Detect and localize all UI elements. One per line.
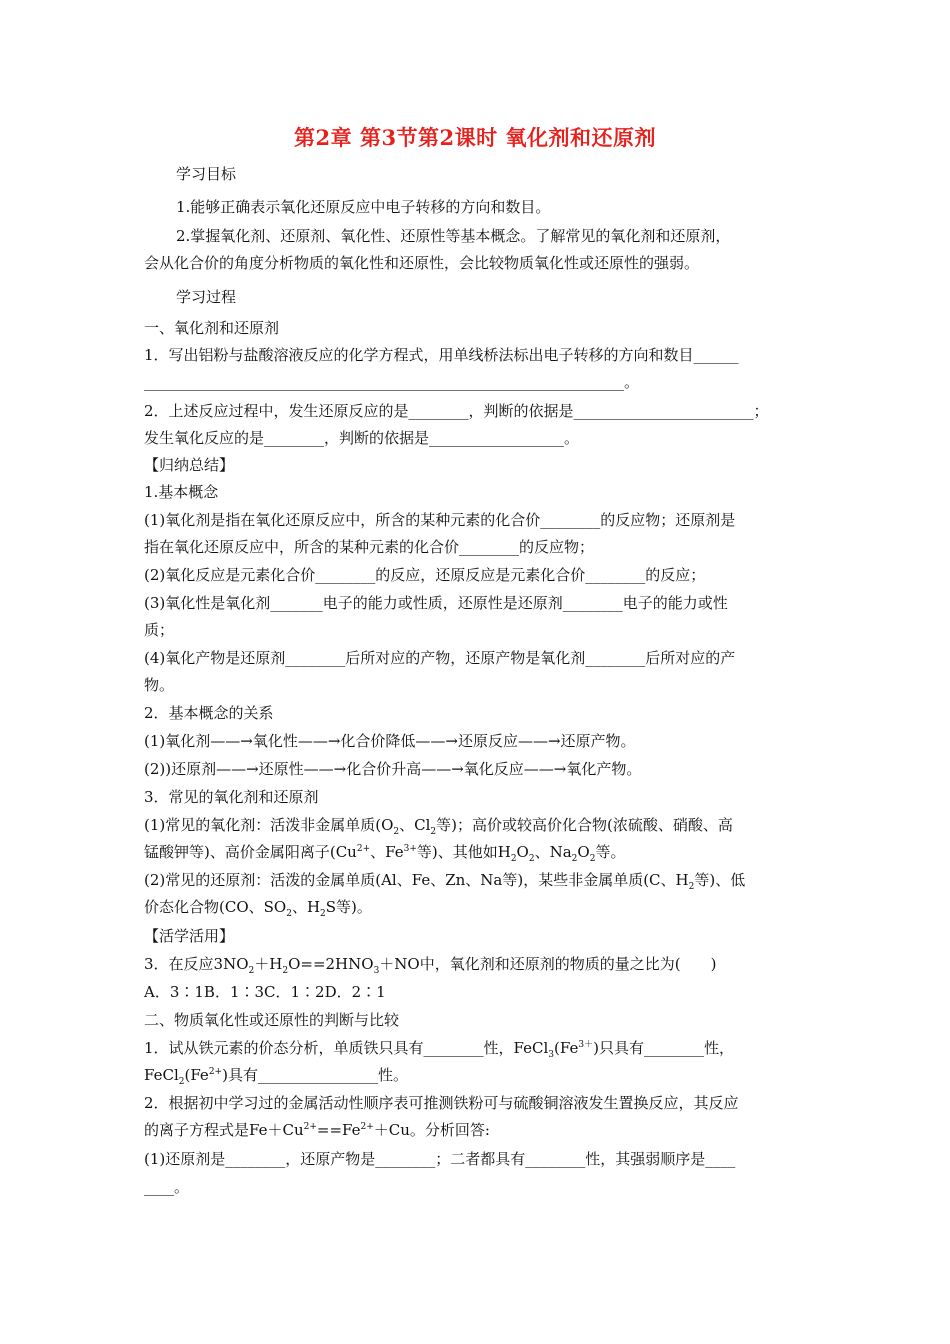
concept-4-line2: 物。 (144, 676, 175, 694)
s2-question1-line2: $FeCl_2(Fe^{2+})$具有________________性。 (144, 1066, 408, 1087)
s2-question2-sub1-line1: (1)还原剂是________，还原产物是________；二者都具有________性，其强弱顺序是____ (144, 1150, 736, 1168)
objective-2-line-1: 2.掌握氧化剂、还原剂、氧化性、还原性等基本概念。了解常见的氧化剂和还原剂， (176, 227, 731, 245)
s1-question1-line1: 1．写出铝粉与盐酸溶液反应的化学方程式，用单线桥法标出电子转移的方向和数目______ (144, 346, 739, 364)
objective-2-line-2: 会从化合价的角度分析物质的氧化性和还原性，会比较物质氧化性或还原性的强弱。 (144, 254, 700, 272)
page-title: 第2章 第3节第2课时 氧化剂和还原剂 (294, 125, 656, 150)
s2-question2-line2: 的离子方程式是$Fe+Cu^{2+}==Fe^{2+}+Cu$。分析回答: (144, 1121, 490, 1139)
practice-heading: 【活学活用】 (144, 927, 235, 945)
oxidizers-line1: (1)常见的氧化剂：活泼非金属单质($O_2$、$Cl_2$等)；高价或较高价化合物(浓硫酸、硝酸、高 (144, 816, 733, 837)
concept-1-line1: (1)氧化剂是指在氧化还原反应中，所含的某种元素的化合价________的反应物；还原剂是 (144, 511, 736, 529)
objectives-heading: 学习目标 (176, 165, 237, 183)
objective-1: 1.能够正确表示氧化还原反应中电子转移的方向和数目。 (176, 198, 551, 216)
concept-3-line2: 质； (144, 621, 175, 639)
s2-question2-sub1-line2: ____。 (144, 1178, 190, 1196)
s1-question1-line2: ________________________________________________________________。 (144, 373, 640, 391)
s2-question2-line1: 2．根据初中学习过的金属活动性顺序表可推测铁粉可与硫酸铜溶液发生置换反应，其反应 (144, 1094, 739, 1112)
concept-3-line1: (3)氧化性是氧化剂_______电子的能力或性质，还原性是还原剂________电子的能力或性 (144, 594, 728, 612)
reducers-line1: (2)常见的还原剂：活泼的金属单质(Al、Fe、Zn、Na等)，某些非金属单质(C、$H_2$等)、低 (144, 871, 746, 892)
s1-question2-line1: 2．上述反应过程中，发生还原反应的是________，判断的依据是________________________； (144, 402, 769, 420)
summary-heading: 【归纳总结】 (144, 456, 235, 474)
concept-1-line2: 指在氧化还原反应中，所含的某种元素的化合价________的反应物； (144, 538, 595, 556)
practice-question-3: 3．在反应$3NO_2+H_2O==2HNO_3+NO$中，氧化剂和还原剂的物质的量之比为( ) (144, 955, 717, 976)
process-heading: 学习过程 (176, 288, 237, 306)
concept-4-line1: (4)氧化产物是还原剂________后所对应的产物，还原产物是氧化剂________后所对应的产 (144, 649, 736, 667)
relation-2: (2))还原剂——→还原性——→化合价升高——→氧化反应——→氧化产物。 (144, 760, 642, 778)
basic-concepts-heading: 1.基本概念 (144, 483, 219, 501)
s2-question1-line1: 1．试从铁元素的价态分析，单质铁只具有________性，$FeCl_3(Fe^{3+})$只具有________性， (144, 1039, 734, 1060)
concept-2: (2)氧化反应是元素化合价________的反应，还原反应是元素化合价________的反应； (144, 566, 706, 584)
reducers-line2: 价态化合物(CO、$SO_2$、$H_2S$等)。 (144, 898, 372, 919)
common-agents-heading: 3．常见的氧化剂和还原剂 (144, 788, 319, 806)
s1-question2-line2: 发生氧化反应的是________，判断的依据是__________________。 (144, 429, 580, 447)
oxidizers-line2: 锰酸钾等)、高价金属阳离子($Cu^{2+}$、$Fe^{3+}$等)、其他如$H_2O_2$、$Na_2O_2$等。 (144, 843, 626, 864)
relation-1: (1)氧化剂——→氧化性——→化合价降低——→还原反应——→还原产物。 (144, 732, 636, 750)
practice-options: A．3∶1B．1∶3C．1∶2D．2∶1 (144, 983, 386, 1001)
section1-heading: 一、氧化剂和还原剂 (144, 319, 280, 337)
relation-heading: 2．基本概念的关系 (144, 704, 274, 722)
section2-heading: 二、物质氧化性或还原性的判断与比较 (144, 1011, 400, 1029)
